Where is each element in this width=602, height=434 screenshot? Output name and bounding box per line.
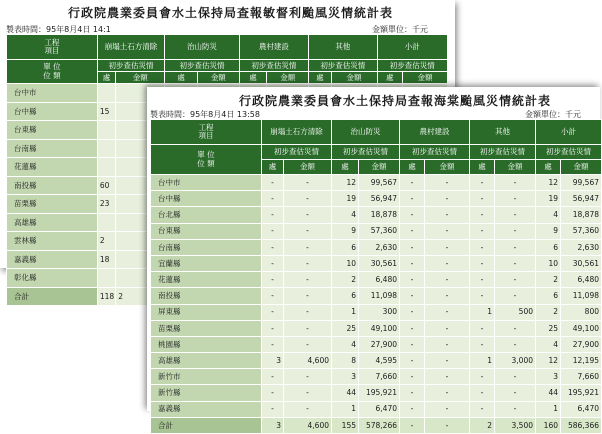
- amount-cell: -: [495, 207, 535, 222]
- back-report-time: 製表時間：95年8月4日 14:1: [6, 25, 111, 34]
- back-corner-subheader: 單 位 位 類: [7, 60, 97, 83]
- count-cell: 23: [98, 195, 115, 213]
- amount-cell: -: [495, 369, 535, 384]
- region-name: 雲林縣: [7, 232, 97, 250]
- front-col-header: 崩塌土石方清除: [262, 120, 331, 144]
- front-estimate-label: 初步查估災情: [332, 145, 399, 159]
- region-name: 合計: [151, 418, 261, 433]
- count-cell: [98, 158, 115, 176]
- amount-cell: 11,098: [561, 288, 601, 303]
- front-count-label: 處: [262, 160, 283, 174]
- count-cell: -: [400, 288, 424, 303]
- count-cell: 10: [332, 256, 358, 271]
- region-name: 台南縣: [7, 140, 97, 158]
- amount-cell: -: [425, 305, 469, 320]
- back-amount-label: 金額: [403, 72, 447, 83]
- table-row: [151, 272, 601, 287]
- back-estimate-label: 初步查估災情: [98, 60, 164, 71]
- count-cell: 6: [536, 240, 560, 255]
- region-name: 新竹市: [151, 369, 261, 384]
- region-name: 宜蘭縣: [151, 256, 261, 271]
- count-cell: -: [262, 321, 283, 336]
- front-estimate-label: 初步查估災情: [262, 145, 331, 159]
- count-cell: -: [470, 385, 494, 400]
- amount-cell: 30,561: [359, 256, 399, 271]
- front-count-label: 處: [536, 160, 560, 174]
- count-cell: -: [400, 418, 424, 433]
- amount-cell: 12,195: [561, 353, 601, 368]
- count-cell: [98, 84, 115, 102]
- back-count-label: 處: [98, 72, 115, 83]
- amount-cell: 500: [495, 305, 535, 320]
- amount-cell: -: [495, 402, 535, 417]
- amount-cell: 49,100: [359, 321, 399, 336]
- count-cell: -: [262, 288, 283, 303]
- back-corner-header: 工程 項目: [7, 35, 97, 59]
- count-cell: 2: [470, 418, 494, 433]
- amount-cell: 2,630: [359, 240, 399, 255]
- count-cell: [98, 214, 115, 232]
- count-cell: 155: [332, 418, 358, 433]
- amount-cell: 11,098: [359, 288, 399, 303]
- amount-cell: -: [425, 402, 469, 417]
- count-cell: 19: [536, 191, 560, 206]
- amount-cell: 99,567: [561, 175, 601, 190]
- amount-cell: 195,921: [561, 385, 601, 400]
- region-name: 屏東縣: [151, 305, 261, 320]
- count-cell: -: [262, 207, 283, 222]
- amount-cell: 4,600: [284, 418, 331, 433]
- table-row: [151, 321, 601, 336]
- count-cell: 3: [536, 369, 560, 384]
- front-amount-label: 金額: [359, 160, 399, 174]
- table-row: [151, 369, 601, 384]
- count-cell: -: [400, 207, 424, 222]
- table-row: [151, 175, 601, 190]
- region-name: 嘉義縣: [151, 402, 261, 417]
- amount-cell: 57,360: [561, 224, 601, 239]
- amount-cell: 3,500: [495, 418, 535, 433]
- region-name: 台南縣: [151, 240, 261, 255]
- amount-cell: -: [495, 321, 535, 336]
- region-name: 花蓮縣: [7, 158, 97, 176]
- table-row: [151, 337, 601, 352]
- amount-cell: -: [284, 224, 331, 239]
- amount-cell: 3,000: [495, 353, 535, 368]
- count-cell: 25: [332, 321, 358, 336]
- region-name: 南投縣: [151, 288, 261, 303]
- region-name: 台中市: [7, 84, 97, 102]
- front-estimate-label: 初步查估災情: [536, 145, 601, 159]
- amount-cell: -: [495, 175, 535, 190]
- amount-cell: -: [284, 402, 331, 417]
- region-name: 高雄縣: [7, 214, 97, 232]
- table-row: [151, 288, 601, 303]
- count-cell: -: [470, 402, 494, 417]
- count-cell: 1: [470, 353, 494, 368]
- region-name: 台東縣: [7, 121, 97, 139]
- region-name: 新竹縣: [151, 385, 261, 400]
- count-cell: -: [470, 369, 494, 384]
- count-cell: 12: [332, 175, 358, 190]
- count-cell: 3: [332, 369, 358, 384]
- count-cell: 10: [536, 256, 560, 271]
- amount-cell: 800: [561, 305, 601, 320]
- count-cell: 12: [536, 175, 560, 190]
- front-col-header: 農村建設: [400, 120, 469, 144]
- count-cell: 60: [98, 177, 115, 195]
- amount-cell: -: [425, 353, 469, 368]
- count-cell: [98, 140, 115, 158]
- amount-cell: -: [425, 385, 469, 400]
- amount-cell: -: [425, 321, 469, 336]
- amount-cell: 7,660: [561, 369, 601, 384]
- count-cell: 3: [262, 418, 283, 433]
- count-cell: 6: [536, 288, 560, 303]
- region-name: 高雄縣: [151, 353, 261, 368]
- amount-cell: 57,360: [359, 224, 399, 239]
- count-cell: 1: [536, 402, 560, 417]
- count-cell: 8: [332, 353, 358, 368]
- region-name: 苗栗縣: [151, 321, 261, 336]
- table-row: [151, 256, 601, 271]
- amount-cell: 6,470: [359, 402, 399, 417]
- count-cell: -: [400, 305, 424, 320]
- count-cell: -: [262, 175, 283, 190]
- amount-cell: 6,480: [359, 272, 399, 287]
- amount-cell: -: [425, 224, 469, 239]
- region-name: 台中縣: [151, 191, 261, 206]
- back-count-label: 處: [309, 72, 330, 83]
- front-report-sheet: [147, 87, 600, 430]
- amount-cell: 6,480: [561, 272, 601, 287]
- amount-cell: 18,878: [359, 207, 399, 222]
- amount-cell: 56,947: [561, 191, 601, 206]
- amount-cell: -: [495, 191, 535, 206]
- count-cell: -: [470, 256, 494, 271]
- count-cell: [98, 269, 115, 287]
- count-cell: 9: [536, 224, 560, 239]
- region-name: 台北縣: [151, 207, 261, 222]
- front-amount-label: 金額: [284, 160, 331, 174]
- amount-cell: 6,470: [561, 402, 601, 417]
- region-name: 苗栗縣: [7, 195, 97, 213]
- amount-cell: -: [495, 256, 535, 271]
- table-row: [151, 224, 601, 239]
- amount-cell: 18,878: [561, 207, 601, 222]
- count-cell: 44: [536, 385, 560, 400]
- back-amount-label: 金額: [332, 72, 377, 83]
- amount-cell: -: [284, 207, 331, 222]
- count-cell: -: [262, 305, 283, 320]
- count-cell: 15: [98, 103, 115, 121]
- amount-cell: -: [284, 175, 331, 190]
- front-count-label: 處: [470, 160, 494, 174]
- count-cell: 19: [332, 191, 358, 206]
- front-corner-subheader: 單 位 位 類: [151, 145, 261, 174]
- count-cell: -: [262, 369, 283, 384]
- amount-cell: 300: [359, 305, 399, 320]
- count-cell: 1: [332, 402, 358, 417]
- count-cell: 160: [536, 418, 560, 433]
- back-col-header: 治山防災: [165, 35, 239, 59]
- amount-cell: -: [495, 240, 535, 255]
- region-name: 南投縣: [7, 177, 97, 195]
- count-cell: 2: [536, 272, 560, 287]
- count-cell: -: [400, 353, 424, 368]
- count-cell: -: [470, 240, 494, 255]
- amount-cell: -: [425, 240, 469, 255]
- amount-cell: 578,266: [359, 418, 399, 433]
- front-amount-unit: 金額單位：千元: [525, 110, 581, 119]
- region-name: 花蓮縣: [151, 272, 261, 287]
- count-cell: -: [400, 321, 424, 336]
- amount-cell: -: [425, 337, 469, 352]
- count-cell: -: [262, 224, 283, 239]
- front-count-label: 處: [400, 160, 424, 174]
- front-report-title: 行政院農業委員會水土保持局查報海棠颱風災情統計表: [239, 94, 552, 108]
- count-cell: 12: [536, 353, 560, 368]
- amount-cell: -: [495, 272, 535, 287]
- back-amount-unit: 金額單位：千元: [372, 25, 428, 34]
- amount-cell: -: [495, 337, 535, 352]
- back-count-label: 處: [378, 72, 403, 83]
- table-row: [151, 240, 601, 255]
- count-cell: -: [400, 224, 424, 239]
- region-name: 台中縣: [7, 103, 97, 121]
- amount-cell: 49,100: [561, 321, 601, 336]
- front-col-header: 其他: [470, 120, 535, 144]
- table-row: [151, 402, 601, 417]
- count-cell: -: [262, 256, 283, 271]
- count-cell: 44: [332, 385, 358, 400]
- back-col-header: 農村建設: [240, 35, 308, 59]
- amount-cell: -: [284, 191, 331, 206]
- amount-cell: -: [284, 305, 331, 320]
- front-amount-label: 金額: [425, 160, 469, 174]
- region-name: 彰化縣: [7, 269, 97, 287]
- amount-cell: 195,921: [359, 385, 399, 400]
- back-count-label: 處: [240, 72, 267, 83]
- count-cell: 2: [332, 272, 358, 287]
- count-cell: 1: [332, 305, 358, 320]
- region-name: 台東縣: [151, 224, 261, 239]
- region-name: 合計: [7, 288, 97, 306]
- count-cell: 4: [332, 337, 358, 352]
- amount-cell: -: [495, 224, 535, 239]
- amount-cell: -: [425, 256, 469, 271]
- region-name: 台中市: [151, 175, 261, 190]
- value-cell: 2: [116, 288, 164, 306]
- table-row: [151, 207, 601, 222]
- front-amount-label: 金額: [495, 160, 535, 174]
- amount-cell: 99,567: [359, 175, 399, 190]
- amount-cell: -: [425, 191, 469, 206]
- count-cell: 9: [332, 224, 358, 239]
- amount-cell: 4,600: [284, 353, 331, 368]
- front-amount-label: 金額: [561, 160, 601, 174]
- count-cell: -: [470, 321, 494, 336]
- count-cell: -: [262, 191, 283, 206]
- back-col-header: 其他: [309, 35, 376, 59]
- count-cell: 4: [332, 207, 358, 222]
- count-cell: -: [262, 402, 283, 417]
- count-cell: -: [400, 175, 424, 190]
- back-report-title: 行政院農業委員會水土保持局查報敏督利颱風災情統計表: [68, 6, 394, 20]
- back-estimate-label: 初步查估災情: [240, 60, 308, 71]
- amount-cell: -: [425, 288, 469, 303]
- table-row: [151, 385, 601, 400]
- table-row: [151, 191, 601, 206]
- count-cell: 4: [536, 337, 560, 352]
- table-total-row: [151, 418, 601, 433]
- count-cell: 25: [536, 321, 560, 336]
- amount-cell: 7,660: [359, 369, 399, 384]
- count-cell: 6: [332, 288, 358, 303]
- count-cell: 1: [470, 305, 494, 320]
- count-cell: -: [470, 224, 494, 239]
- count-cell: -: [470, 288, 494, 303]
- count-cell: -: [470, 207, 494, 222]
- count-cell: -: [470, 272, 494, 287]
- amount-cell: 27,900: [561, 337, 601, 352]
- count-cell: -: [400, 240, 424, 255]
- front-estimate-label: 初步查估災情: [400, 145, 469, 159]
- amount-cell: 586,366: [561, 418, 601, 433]
- front-corner-header: 工程 項目: [151, 120, 261, 144]
- count-cell: [98, 121, 115, 139]
- count-cell: 18: [98, 251, 115, 269]
- amount-cell: 56,947: [359, 191, 399, 206]
- count-cell: -: [262, 240, 283, 255]
- count-cell: 2: [536, 305, 560, 320]
- count-cell: -: [262, 385, 283, 400]
- amount-cell: -: [495, 385, 535, 400]
- region-name: 嘉義縣: [7, 251, 97, 269]
- count-cell: -: [470, 191, 494, 206]
- amount-cell: -: [284, 240, 331, 255]
- count-cell: -: [470, 175, 494, 190]
- back-col-header: 小計: [378, 35, 448, 59]
- front-col-header: 治山防災: [332, 120, 399, 144]
- back-estimate-label: 初步查估災情: [165, 60, 239, 71]
- count-cell: -: [262, 337, 283, 352]
- amount-cell: 27,900: [359, 337, 399, 352]
- amount-cell: -: [425, 207, 469, 222]
- count-cell: 6: [332, 240, 358, 255]
- front-col-header: 小計: [536, 120, 601, 144]
- count-cell: 3: [262, 353, 283, 368]
- amount-cell: -: [425, 369, 469, 384]
- count-cell: -: [400, 272, 424, 287]
- amount-cell: -: [284, 288, 331, 303]
- back-amount-label: 金額: [267, 72, 308, 83]
- amount-cell: -: [425, 418, 469, 433]
- back-estimate-label: 初步查估災情: [378, 60, 448, 71]
- count-cell: -: [262, 272, 283, 287]
- back-amount-label: 金額: [198, 72, 239, 83]
- amount-cell: 30,561: [561, 256, 601, 271]
- amount-cell: -: [284, 385, 331, 400]
- amount-cell: -: [425, 175, 469, 190]
- front-report-time: 製表時間：95年8月4日 13:58: [150, 110, 260, 119]
- table-row: [151, 353, 601, 368]
- amount-cell: -: [284, 256, 331, 271]
- amount-cell: -: [284, 369, 331, 384]
- front-statistics-table: [150, 119, 602, 434]
- back-col-header: 崩塌土石方清除: [98, 35, 164, 59]
- front-estimate-label: 初步查估災情: [470, 145, 535, 159]
- amount-cell: -: [284, 321, 331, 336]
- count-cell: -: [400, 369, 424, 384]
- count-cell: -: [400, 256, 424, 271]
- amount-cell: -: [425, 272, 469, 287]
- count-cell: 2: [98, 232, 115, 250]
- count-cell: -: [400, 402, 424, 417]
- back-estimate-label: 初步查估災情: [309, 60, 376, 71]
- back-amount-label: 金額: [116, 72, 164, 83]
- region-name: 桃園縣: [151, 337, 261, 352]
- amount-cell: -: [495, 288, 535, 303]
- amount-cell: -: [284, 337, 331, 352]
- count-cell: 118: [98, 288, 115, 306]
- amount-cell: 2,630: [561, 240, 601, 255]
- amount-cell: 4,595: [359, 353, 399, 368]
- amount-cell: -: [284, 272, 331, 287]
- front-count-label: 處: [332, 160, 358, 174]
- back-count-label: 處: [165, 72, 197, 83]
- table-row: [151, 305, 601, 320]
- count-cell: -: [470, 337, 494, 352]
- count-cell: -: [400, 337, 424, 352]
- count-cell: -: [400, 385, 424, 400]
- count-cell: 4: [536, 207, 560, 222]
- count-cell: -: [400, 191, 424, 206]
